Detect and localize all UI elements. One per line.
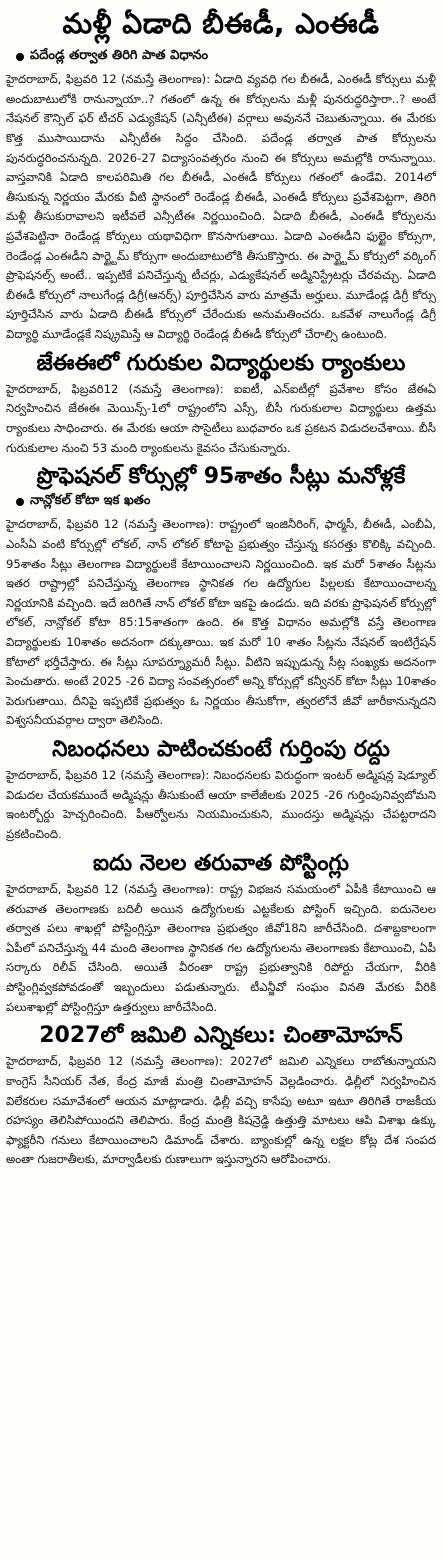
article-body <box>6 766 436 844</box>
article-text: 2027లో జమిలి ఎన్నికలు రాబోతున్నాయని కాంగ్రెస్ సీనియర్ నేత, కేంద్ర మాజీ మంత్రి చింతామోహన్ వెల్లడించారు. ఢిల్లీలో నిర్వహించిన విలేకరుల సమావేశంలో ఆయన మాట్లాడారు. ఢిల్లీ వచ్చి కాసేపు అటూ ఇటూ తిరిగితే రాజకీయ రహస్యం తెలిసిపోయిందని తెలిపారు. కేంద్ర మంత్రి కిషన్రెడ్డి ఉత్తుత్తి మాటలు ఆపి విశాఖ ఉక్కు ఫ్యాక్టరీని గనులు కేటాయించాలని డిమాండ్ చేశారు. బ్యాంకుల్లో ఉన్న లక్షల కోట్ల దేశ సంపద అంతా గుజరాతీలకు, మార్వాడీలకు రుణాలుగా ఇస్తున్నారని ఆరోపించారు. <box>6 1054 437 1167</box>
dateline: హైదరాబాద్, ఫిబ్రవరి 12 (నమస్తే తెలంగాణ): <box>6 768 210 783</box>
article-kicker <box>16 493 436 511</box>
article-body <box>6 1052 436 1170</box>
article-body <box>6 70 436 344</box>
bullet-icon <box>16 498 24 506</box>
bullet-icon <box>16 53 24 61</box>
article-text: రాష్ట్ర విభజన సమయంలో ఏపీకి కేటాయించి ఆ తరువాత తెలంగాణకు బదిలీ అయిన ఉద్యోగులకు ఎట్టకేలకు పోస్టింగ్ ఇచ్చింది. ఐదునెలల తర్వాత పలు శాఖల్లో పోస్టింగ్లిస్తూ తెలంగాణ ప్రభుత్వం జీవో18ని జారీచేసింది. దశాబ్దకాలంగా ఏపీలో పనిచేస్తున్న 44 మంది తెలంగాణ స్థానికత గల ఉద్యోగులను తెలంగాణకు కేటాయించి, ఏపీ సర్కారు రిలీవ్ చేసింది. అయితే వీరంతా రాష్ట్ర ప్రభుత్వానికి రిపోర్టు చేయగా, వీరికి పోస్టింగ్లివ్వకపోవడంతో ఇబ్బందులు పడుతున్నారు. టీఎన్జీవో సంఘం వినతి మేరకు వీరికి పలుశాఖల్లో పోస్టింగ్లిస్తూ ఉత్తర్వులు జారీచేసింది. <box>6 881 436 1014</box>
article-headline: జేఈఈలో గురుకుల విద్యార్థులకు ర్యాంకులు <box>36 350 406 376</box>
dateline: హైదరాబాద్, ఫిబ్రవరి 12 (నమస్తే తెలంగాణ): <box>6 1054 223 1069</box>
article-text: ఐఐటీ, ఎన్ఐటీల్లో ప్రవేశాల కోసం జేఈఏ నిర్వహించిన జేఈఈ మెయిన్స్-1లో రాష్ట్రంలోని ఎస్సీ, బీసీ గురుకులాల విద్యార్థులు ఉత్తమ ర్యాంకులు సాధించారు. ఈ మేరకు ఆయా సొసైటీలు బుధవారం ఒక ప్రకటన విడుదలచేశాయి. బీసీ గురుకులాల నుంచి 53 మంది ర్యాంకులను కైవసం చేసుకున్నారు. <box>6 381 436 455</box>
article-body <box>6 515 436 731</box>
article-professional-seats <box>6 464 436 731</box>
dateline: హైదరాబాద్, ఫిబ్రవరి 12 (నమస్తే తెలంగాణ): <box>6 881 215 896</box>
article-text: నిబంధనలకు విరుద్ధంగా ఇంటర్ అడ్మిషన్ల షెడ్యూల్ విడుదల చేయకముందే అడ్మిషన్లు తీసుకుంటే ఆయా కాలేజీలకు 2025 -26 గుర్తింపునివ్వబోమని ఇంటర్బోర్డు హెచ్చరించింది. పీఆర్వోలను నియమించుకుని, ముందస్తు అడ్మిషన్లు చేపట్టరాదని ప్రకటించింది. <box>6 768 437 842</box>
dateline: హైదరాబాద్, ఫిబ్రవరి12 (నమస్తే తెలంగాణ): <box>6 381 224 396</box>
page-main-headline: మళ్లీ ఏడాది బీఈడీ, ఎంఈడీ <box>62 7 380 40</box>
article-bed-med <box>6 48 436 344</box>
article-headline: 2027లో జమిలి ఎన్నికలు: చింతామోహన్ <box>39 1023 403 1049</box>
article-body <box>6 380 436 458</box>
article-kicker <box>16 48 436 66</box>
article-text: రాష్ట్రంలో ఇంజినీరింగ్, ఫార్మసీ, బీఈడీ, ఎంబీఏ, ఎంసీఏ వంటి కోర్సుల్లో లోకల్, నాన్ లోకల్ కోటాపై ప్రభుత్వం చేస్తున్న కసరత్తు కొలిక్కి వచ్చింది. 95శాతం సీట్లు తెలంగాణ విద్యార్థులకే కేటాయించాలని నిర్ణయించింది. ఇక మరో 5శాతం సీట్లను ఇతర రాష్ట్రాల్లో పనిచేస్తున్న తెలంగాణ స్థానికత గల ఉద్యోగుల పిల్లలకు కేటాయించాలన్న నిర్ణయానికి వచ్చింది. ఇదే జరిగితే నాన్ లోకల్ కోటా ఇకపై ఉండదు. ఇది వరకు ప్రొఫెషనల్ కోర్సుల్లో లోకల్, నాన్లోకల్ కోటా 85:15శాతంగా ఉంది. ఈ కొత్త విధానం అమల్లోకి వస్తే తెలంగాణ విద్యార్థులకు 10శాతం అదనంగా దక్కుతాయి. ఇక మరో 10 శాతం సీట్లను నేషనల్ ఇంటిగ్రేషన్ కోటాలో భర్తీచేస్తారు. ఈ సీట్లు సూపర్న్యూమరీ సీట్లు. వీటిని ఇప్పుడున్న సీట్ల సంఖ్యకు అదనంగా పెంచుతారు. అంటే 2025 -26 విద్యా సంవత్సరంలో అన్ని కోర్సుల్లో కన్వీనర్ కోటా సీట్లు 10శాతం పెరుగుతాయి. దీనిపై ఇప్పటికే ప్రభుత్వం ఓ నిర్ణయం తీసుకోగా, త్వరలోనే జీవో జారీకానున్నదని విశ్వసనీయవర్గాల ద్వారా తెలిసింది. <box>6 517 436 728</box>
article-jamili-elections <box>6 1023 436 1170</box>
article-headline: ప్రొఫెషనల్ కోర్సుల్లో 95శాతం సీట్లు మనోళ్లకే <box>36 464 406 490</box>
kicker-text: పదేండ్ల తర్వాత తిరిగి పాత విధానం <box>30 48 209 64</box>
dateline: హైదరాబాద్, ఫిబ్రవరి 12 (నమస్తే తెలంగాణ): <box>6 517 214 532</box>
article-postings <box>6 851 436 1017</box>
article-headline: నిబంధనలు పాటించకుంటే గుర్తింపు రద్దు <box>52 737 390 762</box>
kicker-text: నాన్లోకల్ కోటా ఇక ఖతం <box>30 493 151 509</box>
dateline: హైదరాబాద్, ఫిబ్రవరి 12 (నమస్తే తెలంగాణ): <box>6 72 211 87</box>
article-text: ఏడాది వ్యవధి గల బీఈడీ, ఎంఈడీ కోర్సులు మళ్లీ అందుబాటులోకి రానున్నాయా..? గతంలో ఉన్న ఈ కోర్సులను మళ్లీ పునరుద్ధరిస్తారా..? అంటే నేషనల్ కౌన్సిల్ ఫర్ టీచర్ ఎడ్యుకేషన్ (ఎన్సీటీఈ) వర్గాలు అవుననే చెబుతున్నాయి. ఈ మేరకు కొత్త ముసాయిదాను ఎన్సీటీఈ సిద్ధం చేసింది. పదేండ్ల తర్వాత పాత కోర్సులను పునరుద్ధరించనున్నది. 2026-27 విద్యాసంవత్సరం నుంచి ఈ కోర్సులు అమల్లోకి రానున్నాయి. వాస్తవానికి ఏడాది కాలపరిమితి గల బీఈడీ, ఎంఈడీ కోర్సులు గతంలో ఉండేవి. 2014లో తీసుకున్న నిర్ణయం మేరకు వీటి స్థానంలో రెండేండ్ల బీఈడీ, ఎంఈడీ కోర్సులు ప్రవేశపెట్టగా, తిరిగి మళ్లీ తీసుకురావాలని ఇటీవలే ఎన్సీటీఈ నిర్ణయించింది. ఏడాది బీఈడీ, ఎంఈడీ కోర్సులను ప్రవేశపెట్టినా రెండేండ్ల కోర్సులు యథావిధిగా కొనసాగుతాయి. ఏడాది ఎంఈడీని ఫుల్టైం కోర్సుగా, రెండేండ్ల ఎంఈడీని పార్ట్టైమ్ కోర్సుగా అందుబాటులోకి తీసుకొస్తారు. ఈ పార్ట్టైమ్ కోర్సులో వర్కింగ్ ప్రొఫెషనల్స్ అంటే.. ఇప్పటికే పనిచేస్తున్న టీచర్లు, ఎడ్యుకేషనల్ అడ్మినిస్ట్రేటర్లు చేరవచ్చు. ఏడాది బీఈడీ కోర్సులో నాలుగేండ్ల డిగ్రీ(ఆనర్స్) పూర్తిచేసిన వారు మాత్రమే అర్హులు. మూడేండ్ల డిగ్రీ కోర్సు పూర్తిచేసిన వారు ఏడాది బీఈడీ కోర్సులో చేరేందుకు అనుమతించరు. ఒకవేళ నాలుగేండ్ల డిగ్రీ విద్యార్థి మూడేండ్లకే నిష్క్రమిస్తే ఆ విద్యార్థి రెండేండ్ల బీఈడీ కోర్సులో చేరాల్సి ఉంటుంది. <box>6 72 436 341</box>
article-jee-ranks <box>6 351 436 459</box>
article-recognition-cancel <box>6 737 436 845</box>
article-headline: ఐదు నెలల తరువాత పోస్టింగ్లు <box>93 850 349 876</box>
article-body <box>6 880 436 1017</box>
